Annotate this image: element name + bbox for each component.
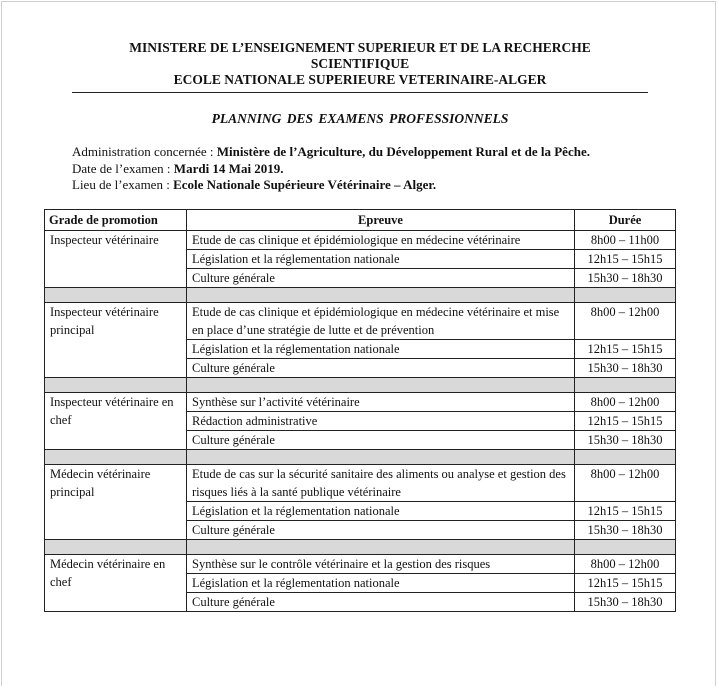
duree-cell: 15h30 – 18h30 <box>575 359 676 378</box>
admin-line <box>72 144 590 161</box>
column-header-duree: Durée <box>575 210 676 231</box>
place-line <box>72 177 590 194</box>
grade-cell: Inspecteur vétérinaire principal <box>45 303 187 378</box>
grade-cell: Inspecteur vétérinaire <box>45 231 187 288</box>
admin-label: Administration concernée : <box>72 144 217 159</box>
header-school-line: ECOLE NATIONALE SUPERIEURE VETERINAIRE-ALGER <box>173 72 547 87</box>
epreuve-cell: Etude de cas clinique et épidémiologique en médecine vétérinaire et mise en place d’une stratégie de lutte et de prévention <box>187 303 575 340</box>
epreuve-cell: Culture générale <box>187 269 575 288</box>
exam-schedule-table <box>44 209 676 612</box>
table-row <box>45 231 676 250</box>
epreuve-cell: Culture générale <box>187 521 575 540</box>
table-row <box>45 555 676 574</box>
place-value: Ecole Nationale Supérieure Vétérinaire – Alger. <box>173 177 437 192</box>
epreuve-cell: Législation et la réglementation nationale <box>187 502 575 521</box>
duree-cell: 15h30 – 18h30 <box>575 593 676 612</box>
duree-cell: 8h00 – 11h00 <box>575 231 676 250</box>
table-row <box>45 465 676 502</box>
table-row <box>45 393 676 412</box>
epreuve-cell: Culture générale <box>187 359 575 378</box>
duree-cell: 8h00 – 12h00 <box>575 465 676 502</box>
duree-cell: 12h15 – 15h15 <box>575 502 676 521</box>
duree-cell: 8h00 – 12h00 <box>575 303 676 340</box>
date-label: Date de l’examen : <box>72 160 174 176</box>
duree-cell: 8h00 – 12h00 <box>575 555 676 574</box>
epreuve-cell: Législation et la réglementation nationale <box>187 250 575 269</box>
table-row <box>45 303 676 340</box>
grade-cell: Médecin vétérinaire principal <box>45 465 187 540</box>
date-line <box>72 161 590 178</box>
epreuve-cell: Synthèse sur l’activité vétérinaire <box>187 393 575 412</box>
epreuve-cell: Etude de cas sur la sécurité sanitaire des aliments ou analyse et gestion des risques liés à la santé publique vétérinaire <box>187 465 575 502</box>
admin-value: Ministère de l’Agriculture, du Développement Rural et de la Pêche. <box>216 144 590 159</box>
duree-cell: 15h30 – 18h30 <box>575 431 676 450</box>
header-divider <box>72 92 648 93</box>
duree-cell: 12h15 – 15h15 <box>575 412 676 431</box>
epreuve-cell: Synthèse sur le contrôle vétérinaire et la gestion des risques <box>187 555 575 574</box>
epreuve-cell: Rédaction administrative <box>187 412 575 431</box>
header-ministry-line-2: SCIENTIFIQUE <box>310 56 410 71</box>
duree-cell: 12h15 – 15h15 <box>575 574 676 593</box>
duree-cell: 15h30 – 18h30 <box>575 521 676 540</box>
epreuve-cell: Législation et la réglementation nationale <box>187 574 575 593</box>
grade-cell: Médecin vétérinaire en chef <box>45 555 187 612</box>
date-value: Mardi 14 Mai 2019. <box>173 160 284 176</box>
separator-row <box>45 288 676 303</box>
duree-cell: 12h15 – 15h15 <box>575 250 676 269</box>
duree-cell: 15h30 – 18h30 <box>575 269 676 288</box>
epreuve-cell: Etude de cas clinique et épidémiologique en médecine vétérinaire <box>187 231 575 250</box>
place-label: Lieu de l’examen : <box>72 177 174 192</box>
separator-row <box>45 450 676 465</box>
epreuve-cell: Législation et la réglementation nationale <box>187 340 575 359</box>
table-header-row <box>45 210 676 231</box>
document-header <box>70 40 650 88</box>
header-ministry-line: MINISTERE DE L’ENSEIGNEMENT SUPERIEUR ET DE LA RECHERCHE <box>129 40 591 55</box>
separator-row <box>45 378 676 393</box>
duree-cell: 12h15 – 15h15 <box>575 340 676 359</box>
duree-cell: 8h00 – 12h00 <box>575 393 676 412</box>
exam-info <box>72 144 590 194</box>
separator-row <box>45 540 676 555</box>
epreuve-cell: Culture générale <box>187 431 575 450</box>
epreuve-cell: Culture générale <box>187 593 575 612</box>
document-title: PLANNING DES EXAMENS PROFESSIONNELS <box>211 111 509 126</box>
column-header-grade: Grade de promotion <box>45 210 187 231</box>
column-header-epreuve: Epreuve <box>187 210 575 231</box>
grade-cell: Inspecteur vétérinaire en chef <box>45 393 187 450</box>
